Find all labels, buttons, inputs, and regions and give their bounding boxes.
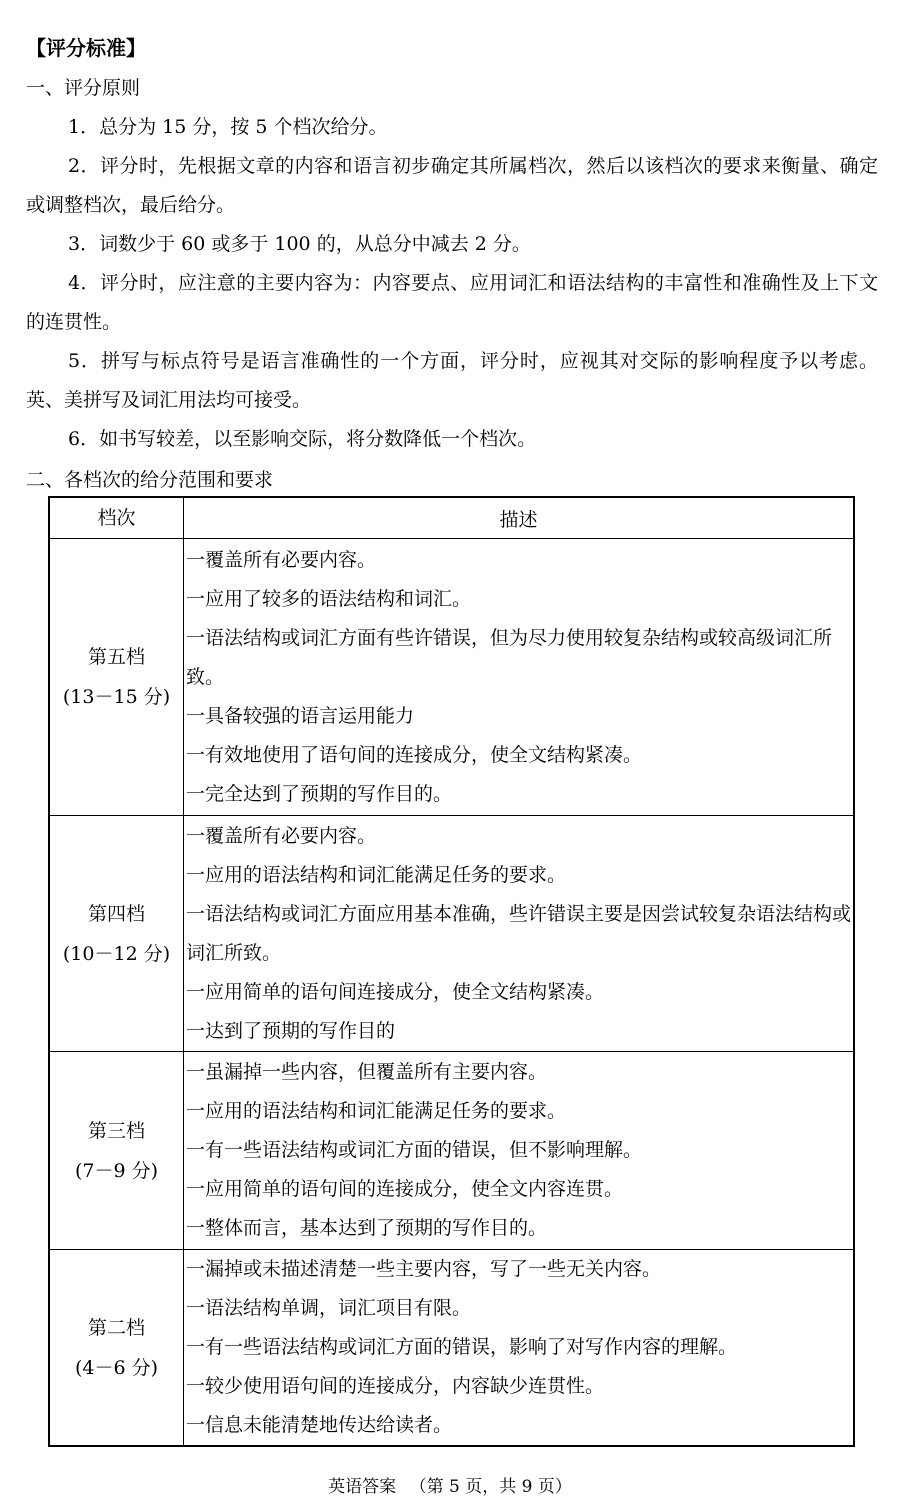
table-header-row [49, 497, 854, 539]
description-line: 一有效地使用了语句间的连接成分，使全文结构紧凑。 [186, 743, 643, 766]
level-range: (13－15 分) [62, 686, 171, 708]
section-title-principles: 一、评分原则 [26, 77, 141, 99]
level-name: 第四档 [87, 902, 145, 925]
level-name: 第二档 [87, 1316, 145, 1339]
description-line: 一虽漏掉一些内容，但覆盖所有主要内容。 [186, 1061, 548, 1083]
description-line: 一完全达到了预期的写作目的。 [186, 782, 453, 805]
principle-item-6: 6．如书写较差，以至影响交际，将分数降低一个档次。 [68, 428, 537, 450]
scoring-levels-table [48, 496, 855, 1447]
table-row [49, 1052, 854, 1250]
description-line: 一应用了较多的语法结构和词汇。 [186, 587, 472, 610]
level-range: (10－12 分) [62, 942, 171, 965]
description-line: 一较少使用语句间的连接成分，内容缺少连贯性。 [186, 1375, 605, 1397]
header-description: 描述 [184, 497, 855, 539]
description-line: 一应用简单的语句间的连接成分，使全文内容连贯。 [186, 1178, 624, 1200]
principle-item-1: 1．总分为 15 分，按 5 个档次给分。 [68, 116, 388, 138]
description-line: 一语法结构或词汇方面应用基本准确，些许错误主要是因尝试较复杂语法结构或词汇所致。 [186, 902, 852, 964]
level-range: (4－6 分) [74, 1356, 159, 1379]
principle-item-5: 5．拼写与标点符号是语言准确性的一个方面，评分时，应视其对交际的影响程度予以考虑。英、美拼写及词汇用法均可接受。 [26, 350, 878, 411]
page-footer [0, 1474, 900, 1500]
header-level: 档次 [49, 497, 184, 539]
level-name: 第五档 [87, 646, 145, 668]
description-line: 一信息未能清楚地传达给读者。 [186, 1414, 453, 1436]
principle-item-2: 2．评分时，先根据文章的内容和语言初步确定其所属档次，然后以该档次的要求来衡量、确定或调整档次，最后给分。 [26, 155, 878, 216]
description-cell [184, 539, 855, 816]
level-cell [49, 1250, 184, 1447]
table-row [49, 1250, 854, 1447]
description-line: 一应用简单的语句间连接成分，使全文结构紧凑。 [186, 980, 605, 1003]
description-cell [184, 1052, 855, 1250]
description-line: 一语法结构单调，词汇项目有限。 [186, 1297, 472, 1319]
description-line: 一有一些语法结构或词汇方面的错误，但不影响理解。 [186, 1139, 643, 1161]
principle-item-3: 3．词数少于 60 或多于 100 的，从总分中减去 2 分。 [68, 233, 531, 255]
description-line: 一覆盖所有必要内容。 [186, 548, 377, 571]
table-row [49, 539, 854, 816]
description-line: 一漏掉或未描述清楚一些主要内容，写了一些无关内容。 [186, 1258, 662, 1280]
level-cell [49, 539, 184, 816]
description-line: 一具备较强的语言运用能力 [186, 704, 415, 727]
description-cell [184, 816, 855, 1052]
level-range: (7－9 分) [74, 1159, 159, 1182]
description-line: 一覆盖所有必要内容。 [186, 824, 377, 847]
level-cell [49, 1052, 184, 1250]
description-line: 一语法结构或词汇方面有些许错误，但为尽力使用较复杂结构或较高级词汇所致。 [186, 626, 833, 688]
principle-item-4: 4．评分时，应注意的主要内容为：内容要点、应用词汇和语法结构的丰富性和准确性及上下文的连贯性。 [26, 272, 878, 333]
footer-page-info: （第 5 页，共 9 页） [409, 1477, 572, 1497]
level-cell [49, 816, 184, 1052]
scoring-standard-heading: 【评分标准】 [26, 36, 146, 60]
footer-subject: 英语答案 [328, 1477, 397, 1497]
description-line: 一整体而言，基本达到了预期的写作目的。 [186, 1217, 548, 1239]
description-line: 一应用的语法结构和词汇能满足任务的要求。 [186, 1100, 567, 1122]
description-line: 一达到了预期的写作目的 [186, 1019, 396, 1042]
description-line: 一有一些语法结构或词汇方面的错误，影响了对写作内容的理解。 [186, 1336, 738, 1358]
section-title-levels: 二、各档次的给分范围和要求 [26, 469, 274, 491]
table-row [49, 816, 854, 1052]
description-cell [184, 1250, 855, 1447]
level-name: 第三档 [87, 1119, 145, 1142]
description-line: 一应用的语法结构和词汇能满足任务的要求。 [186, 863, 567, 886]
